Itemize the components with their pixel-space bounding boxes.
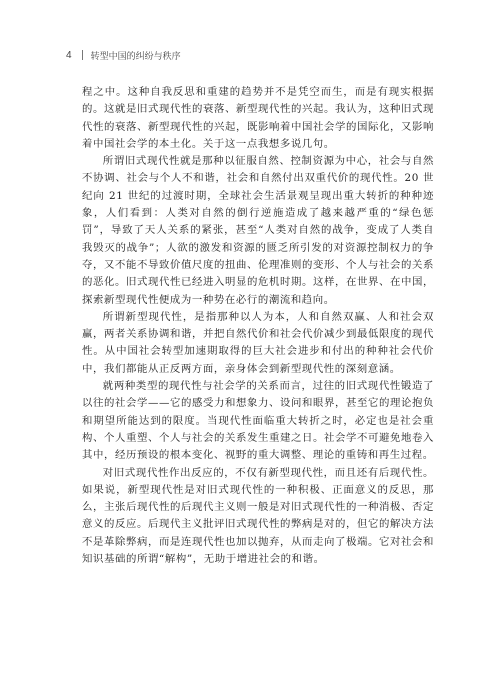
paragraph-continuation: 程之中。这种自我反思和重建的趋势并不是凭空而生，而是有现实根据的。这就是旧式现代性的衰落、新型现代性的兴起。我认为，这种旧式现代性的衰落、新型现代性的兴起，既影响着中国社会学的国际化，又影响着中国社会学的本土化。关于这一点我想多说几句。 [82, 86, 434, 150]
header-divider [82, 50, 83, 60]
paragraph-new-modernity: 所谓新型现代性，是指那种以人为本，人和自然双赢、人和社会双赢，两者关系协调和谐，并把自然代价和社会代价减少到最低限度的现代性。从中国社会转型加速期取得的巨大社会进步和付出的种种社会代价中，我们都能从正反两方面，亲身体会到新型现代性的深刻意涵。 [82, 310, 434, 375]
page-number: 4 [66, 49, 72, 61]
body-text [82, 84, 434, 568]
book-title: 转型中国的纠纷与秩序 [90, 51, 181, 62]
paragraph-postmodernity: 对旧式现代性作出反应的，不仅有新型现代性，而且还有后现代性。如果说，新型现代性是对旧式现代性的一种积极、正面意义的反思，那么，主张后现代性的后现代主义则一般是对旧式现代性的一种消极、否定意义的反应。后现代主义批评旧式现代性的弊病是对的，但它的解决方法不是革除弊病，而是连现代性也加以抛弃，从而走向了极端。它对社会和知识基础的所谓“解构”，无助于增进社会的和谐。 [82, 466, 434, 566]
running-header [66, 48, 181, 62]
paragraph-modernity-and-sociology: 就两种类型的现代性与社会学的关系而言，过往的旧式现代性锻造了以往的社会学——它的感受力和想象力、设问和眼界，甚至它的理论抱负和期望所能达到的限度。当现代性面临重大转折之时，必定也是社会重构、个人重塑、个人与社会的关系发生重建之日。社会学不可避免地卷入其中，经历预设的根本变化、视野的重大调整、理论的重铸和再生过程。 [82, 380, 434, 462]
paragraph-old-modernity: 所谓旧式现代性就是那种以征服自然、控制资源为中心，社会与自然不协调、社会与个人不和谐，社会和自然付出双重代价的现代性。20 世纪向 21 世纪的过渡时期，全球社会生活景观呈现出重大转折的种种迹象，人们看到：人类对自然的倒行逆施造成了越来越严重的“绿色惩罚”，导致了天人关系的紧张，甚至“人类对自然的战争，变成了人类自我毁灭的战争”；人欲的激发和资源的匮乏所引发的对资源控制权力的争夺，又不能不导致价值尺度的扭曲、伦理准则的变形、个人与社会的关系的恶化。旧式现代性已经进入明显的危机时期。这样，在世界、在中国，探索新型现代性便成为一种势在必行的潮流和趋向。 [82, 155, 434, 306]
